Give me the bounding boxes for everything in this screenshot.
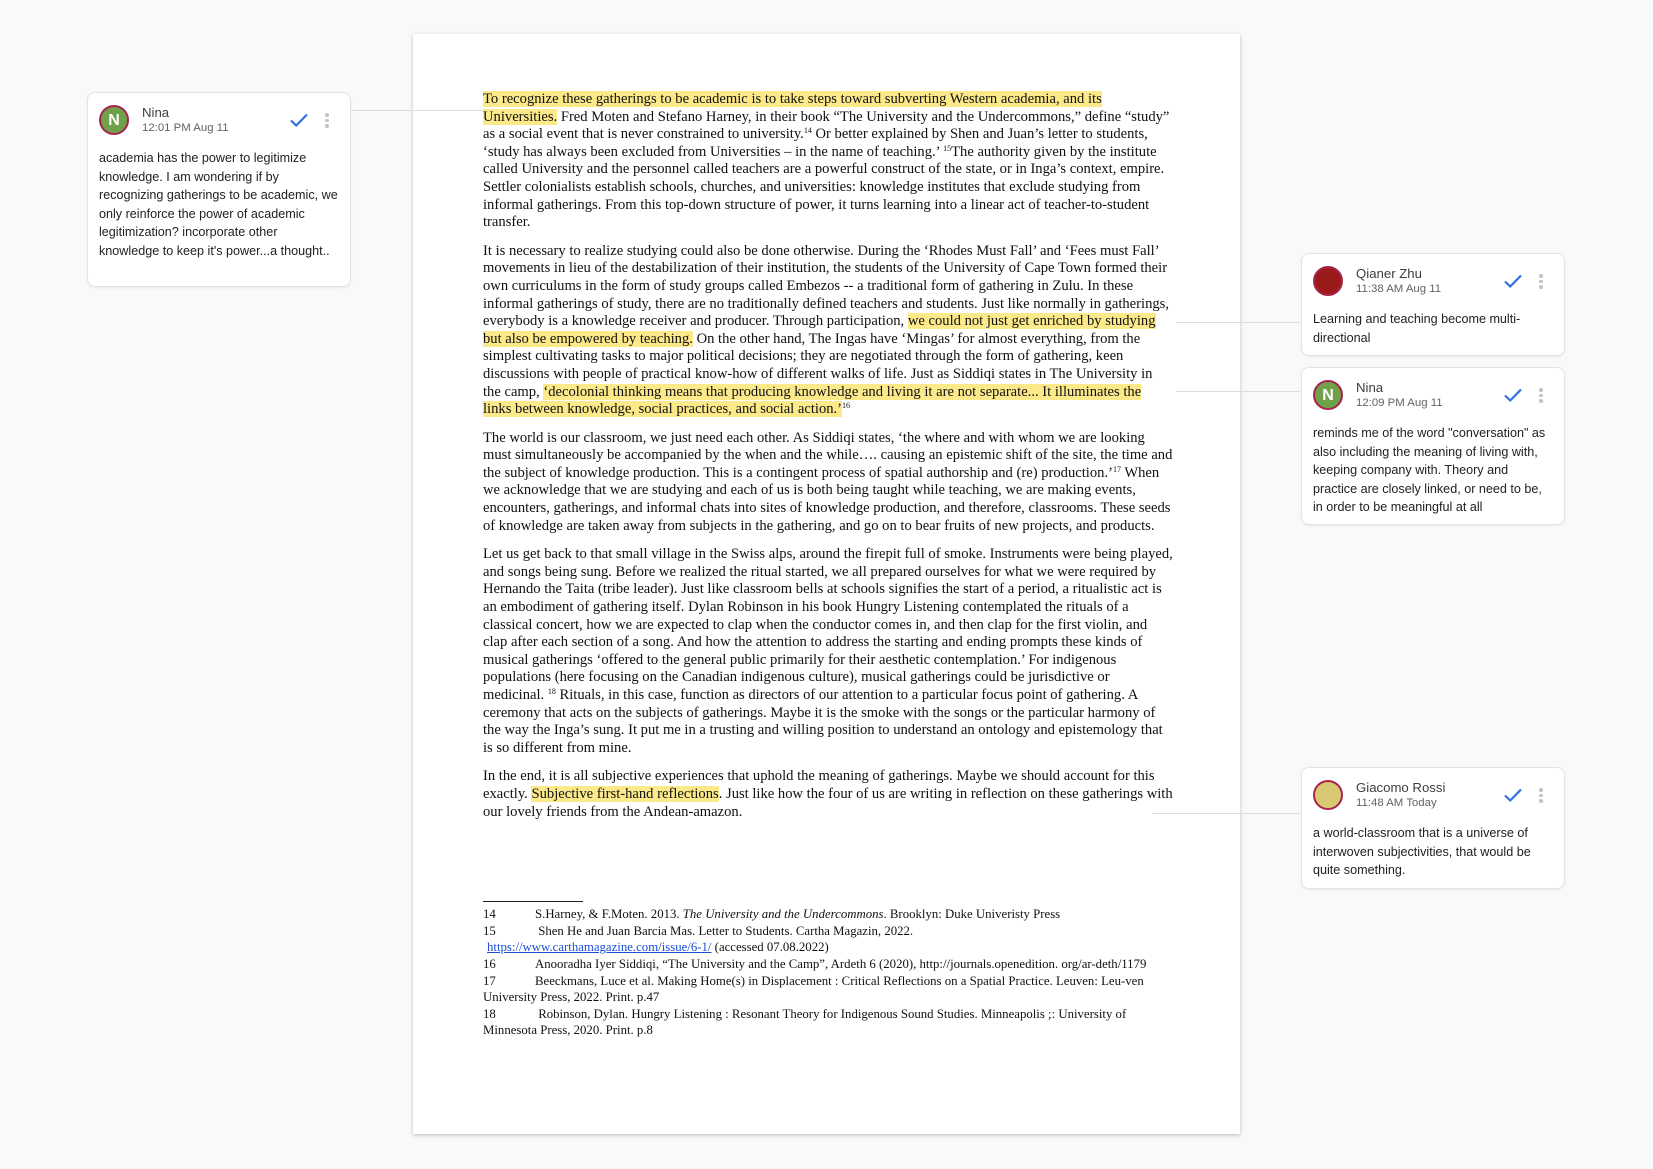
- comment-meta: [142, 105, 229, 135]
- comment-meta: [1356, 266, 1441, 296]
- comment-timestamp: 11:48 AM Today: [1356, 797, 1437, 809]
- text-run: (accessed 07.08.2022): [711, 940, 829, 955]
- highlighted-text[interactable]: ‘decolonial thinking means that producing knowledge and living it are not separate... It illuminates the links between knowledge, social practices, and social action.’: [483, 383, 1142, 418]
- book-title: The University and the Undercommons: [682, 907, 884, 922]
- footnote-ref[interactable]: 17: [1112, 464, 1121, 474]
- more-vertical-icon[interactable]: [1539, 388, 1543, 404]
- comment-text: a world-classroom that is a universe of interwoven subjectivities, that would be quite something.: [1313, 826, 1531, 878]
- comment-meta: [1356, 380, 1443, 410]
- document-page: [413, 34, 1240, 1134]
- check-icon[interactable]: [289, 112, 309, 128]
- footnotes: [483, 906, 1173, 1039]
- paragraph: [483, 546, 1173, 757]
- comment-header: [1313, 380, 1553, 414]
- footnote-number: 16: [483, 956, 496, 971]
- footnote-ref[interactable]: 15: [943, 143, 952, 153]
- text-run: In the end, it is all subjective experiences that uphold the meaning of gatherings. Maybe we should account for this exactly.: [483, 768, 1155, 802]
- text-run: It is necessary to realize studying could also be done otherwise. During the ‘Rhodes Must Fall’ and ‘Fees must Fall’ movements in lieu of the destabilization of their institution, the students of the University of Cape Town formed their own curriculums in the form of study groups called Embezos -- a traditional form of gathering in Zulu. In these informal gatherings of study, there are no traditionally defined teachers and students. Just like normally in gatherings, everybody is a knowledge receiver and producer. Through participation,: [483, 242, 1169, 330]
- comment-author: Nina: [142, 105, 170, 120]
- text-run: . Brooklyn: Duke Univeristy Press: [883, 907, 1061, 922]
- comment-card-nina-1[interactable]: [87, 92, 351, 287]
- comment-author: Nina: [1356, 380, 1384, 395]
- footnote-divider: [483, 901, 583, 902]
- more-vertical-icon[interactable]: [1539, 788, 1543, 804]
- comment-card-qianer-zhu[interactable]: [1301, 253, 1565, 356]
- avatar: N: [1313, 380, 1343, 410]
- text-run: The world is our classroom, we just need each other. As Siddiqi states, ‘the where and with whom we are looking must simultaneously be accompanied by the when and the while…. causing an epistemic shift of the site, the time and the subject of knowledge production. This is a contingent process of spatial authorship and (re) production.’: [483, 429, 1173, 481]
- footnote-number: 14: [483, 907, 496, 922]
- avatar: [1313, 780, 1343, 810]
- footnote-number: 15: [483, 923, 496, 938]
- text-run: Anooradha Iyer Siddiqi, “The University and the Camp”, Ardeth 6 (2020), http://journals.openedition. org/ar-deth/1179: [535, 956, 1147, 971]
- text-run: Fred Moten and Stefano Harney, in their book “The University and the Undercommons,” define “study” as a social event that is never constrained to university.: [483, 108, 1170, 143]
- text-run: . Just like how the four of us are writing in reflection on these gatherings with our lovely friends from the Andean-amazon.: [483, 785, 1173, 820]
- paragraph: [483, 768, 1173, 821]
- comment-card-giacomo-rossi[interactable]: [1301, 767, 1565, 889]
- highlighted-text[interactable]: Subjective first-hand reflections: [531, 785, 719, 802]
- footnote: [483, 973, 1173, 1006]
- more-vertical-icon[interactable]: [1539, 274, 1543, 290]
- text-run: Or better explained by Shen and Juan’s letter to students, ‘study has always been excluded from Universities – in the name of teaching.’: [483, 126, 1148, 160]
- comment-timestamp: 11:38 AM Aug 11: [1356, 283, 1442, 295]
- footnote-ref[interactable]: 14: [803, 126, 812, 136]
- footnote: [483, 906, 1173, 923]
- paragraphs: [483, 91, 1173, 821]
- more-vertical-icon[interactable]: [325, 113, 329, 129]
- text-run: Robinson, Dylan. Hungry Listening : Resonant Theory for Indigenous Sound Studies. Minneapolis ;: University of Minnesota Press, 2020. Print. p.8: [483, 1006, 1127, 1038]
- check-icon[interactable]: [1503, 387, 1523, 403]
- footnote-number: 17: [483, 973, 496, 988]
- highlighted-text[interactable]: we could not just get enriched by studying but also be empowered by teaching.: [483, 313, 1156, 347]
- text-run: Let us get back to that small village in the Swiss alps, around the firepit full of smoke. Instruments were being played, and songs being sung. Before we realized the ritual started, we all prepared ourselves for what we were required by Hernando the Taita (tribe leader). Just like classroom bells at schools signifies the start of a period, a ritualistic act is an embodiment of gathering itself. Dylan Robinson in his book Hungry Listening contemplated the rituals of a classical concert, how we are expected to clap when the conductor comes in, and then clap for the first violin, and clap after each section of a song. And how the attention to address the starting and ending prompts these kinds of musical gatherings ‘offered to the general public primarily for their aesthetic contemplation.’ For indigenous populations (here focusing on the Canadian indigenous culture), musical gatherings could be jurisdictive or medicinal.: [483, 546, 1173, 703]
- paragraph: [483, 91, 1173, 232]
- footnote-link[interactable]: https://www.carthamagazine.com/issue/6-1/: [487, 940, 712, 955]
- comment-header: [1313, 266, 1553, 300]
- text-run: Rituals, in this case, function as directors of our attention to a particular focus point of gathering. A ceremony that acts on the subjects of gatherings. Maybe it is the smoke with the songs or the particular harmony of the way the Inga’s sung. It put me in a trusting and willing position to understand an ontology and epistemology that is so different from mine.: [483, 687, 1163, 756]
- highlighted-text[interactable]: To recognize these gatherings to be academic is to take steps toward subverting Western academia, and its Universities.: [483, 91, 1102, 125]
- footnote: [483, 1006, 1173, 1039]
- footnote: [483, 939, 1173, 956]
- comment-connector-nina-2: [1176, 391, 1300, 392]
- comment-author: Giacomo Rossi: [1356, 780, 1446, 795]
- text-run: The authority given by the institute called University and the personnel called teachers are a powerful construct of the state, or in Inga’s context, empire. Settler colonialists establish schools, churches, and universities: knowledge institutes that exclude studying from informal gatherings. From this top-down structure of power, it turns learning into a linear act of teacher-to-student transfer.: [483, 143, 1165, 231]
- text-run: Shen He and Juan Barcia Mas. Letter to Students. Cartha Magazin, 2022.: [535, 923, 914, 938]
- text-run: On the other hand, The Ingas have ‘Mingas’ for almost everything, from the simplest cultivating tasks to major political decisions; they are negotiated through the form of gathering, keen discussions with people of practical know-how of different walks of life. Just as Siddiqi states in The University in the camp,: [483, 330, 1153, 400]
- comment-author: Qianer Zhu: [1356, 266, 1422, 281]
- text-run: S.Harney, & F.Moten. 2013.: [535, 907, 683, 922]
- comment-connector-qianer-zhu: [1176, 322, 1300, 323]
- footnote-ref[interactable]: 16: [842, 401, 851, 411]
- paragraph: [483, 430, 1173, 536]
- comment-timestamp: 12:09 PM Aug 11: [1356, 397, 1443, 409]
- check-icon[interactable]: [1503, 273, 1523, 289]
- comment-text: reminds me of the word "conversation" as also including the meaning of living with, keeping company with. Theory and practice are closely linked, or need to be, in order to be meaningful at all: [1313, 426, 1546, 515]
- avatar: N: [99, 105, 129, 135]
- comment-timestamp: 12:01 PM Aug 11: [142, 122, 229, 134]
- footnote-ref[interactable]: 18: [547, 687, 556, 696]
- comment-text: Learning and teaching become multi-directional: [1313, 312, 1521, 345]
- comment-meta: [1356, 780, 1445, 810]
- footnote: [483, 956, 1173, 973]
- comment-connector-giacomo-rossi: [1152, 813, 1300, 814]
- comment-header: [1313, 780, 1553, 814]
- comment-text: academia has the power to legitimize knowledge. I am wondering if by recognizing gatherings to be academic, we only reinforce the power of academic legitimization? incorporate other knowledge to keep it's power...a thought..: [99, 151, 338, 258]
- comment-card-nina-2[interactable]: [1301, 367, 1565, 525]
- comment-connector-nina-1: [350, 110, 483, 111]
- footnote-number: 18: [483, 1006, 496, 1021]
- paragraph: [483, 243, 1173, 419]
- check-icon[interactable]: [1503, 787, 1523, 803]
- comment-header: [99, 105, 339, 139]
- text-run: Beeckmans, Luce et al. Making Home(s) in Displacement : Critical Reflections on a Spatial Practice. Leuven: Leu-ven University Press, 2022. Print. p.47: [483, 973, 1144, 1005]
- text-run: When we acknowledge that we are studying and each of us is both being taught while teaching, we are making events, encounters, gatherings, and informal chats into sites of knowledge production, and therefore, classrooms. These seeds of knowledge are taken away from subjects in the gathering, and go on to bear fruits of new projects, and products.: [483, 464, 1171, 534]
- avatar: [1313, 266, 1343, 296]
- document-body: [483, 91, 1173, 1039]
- footnote: [483, 923, 1173, 940]
